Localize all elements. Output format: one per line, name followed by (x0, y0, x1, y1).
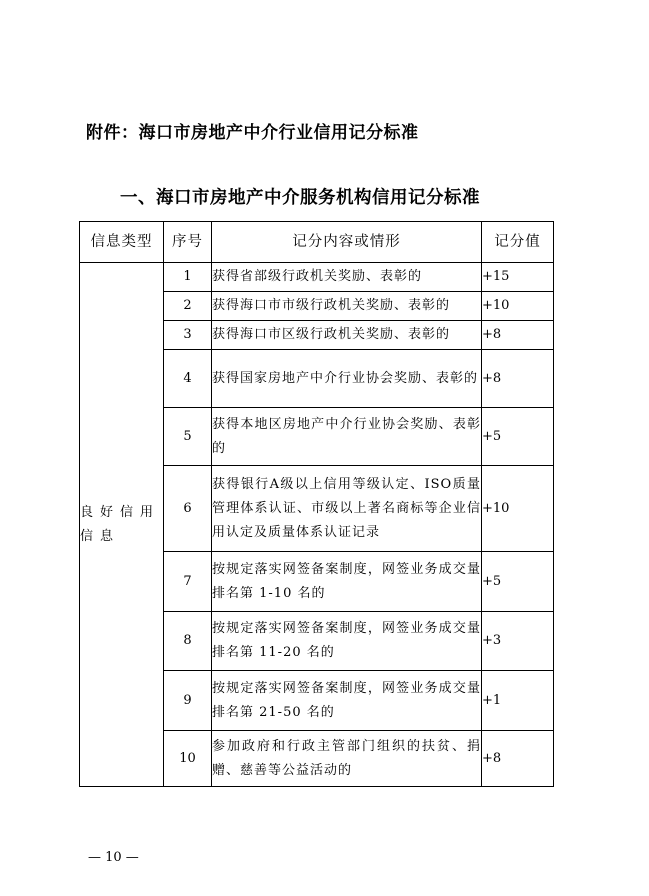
row-number: 5 (164, 408, 212, 466)
row-number: 3 (164, 321, 212, 350)
attachment-title: 附件：海口市房地产中介行业信用记分标准 (86, 123, 419, 143)
row-content: 获得本地区房地产中介行业协会奖励、表彰的 (212, 408, 482, 466)
header-content: 记分内容或情形 (212, 222, 482, 263)
row-score: +1 (482, 671, 554, 731)
header-score: 记分值 (482, 222, 554, 263)
row-content: 获得海口市市级行政机关奖励、表彰的 (212, 292, 482, 321)
row-content: 获得省部级行政机关奖励、表彰的 (212, 263, 482, 292)
row-content: 按规定落实网签备案制度，网签业务成交量排名第 21-50 名的 (212, 671, 482, 731)
row-number: 2 (164, 292, 212, 321)
row-content: 获得银行A级以上信用等级认定、ISO质量管理体系认证、市级以上著名商标等企业信用认定及质量体系认证记录 (212, 466, 482, 552)
row-score: +5 (482, 408, 554, 466)
row-number: 6 (164, 466, 212, 552)
row-content: 按规定落实网签备案制度，网签业务成交量排名第 1-10 名的 (212, 552, 482, 612)
header-number: 序号 (164, 222, 212, 263)
row-score: +3 (482, 612, 554, 671)
row-number: 9 (164, 671, 212, 731)
row-number: 1 (164, 263, 212, 292)
row-score: +8 (482, 321, 554, 350)
row-score: +10 (482, 466, 554, 552)
header-type: 信息类型 (80, 222, 164, 263)
row-number: 10 (164, 731, 212, 787)
credit-score-table (79, 221, 554, 787)
row-number: 7 (164, 552, 212, 612)
row-content: 按规定落实网签备案制度，网签业务成交量排名第 11-20 名的 (212, 612, 482, 671)
row-content: 获得海口市区级行政机关奖励、表彰的 (212, 321, 482, 350)
row-score: +5 (482, 552, 554, 612)
row-score: +15 (482, 263, 554, 292)
row-content: 参加政府和行政主管部门组织的扶贫、捐赠、慈善等公益活动的 (212, 731, 482, 787)
row-score: +10 (482, 292, 554, 321)
category-cell: 良好信用信息 (80, 263, 164, 787)
row-content: 获得国家房地产中介行业协会奖励、表彰的 (212, 350, 482, 408)
row-score: +8 (482, 731, 554, 787)
row-number: 4 (164, 350, 212, 408)
row-score: +8 (482, 350, 554, 408)
table-row (80, 263, 554, 292)
row-number: 8 (164, 612, 212, 671)
page-number: — 10 — (88, 850, 139, 865)
table-header-row (80, 222, 554, 263)
section-title: 一、海口市房地产中介服务机构信用记分标准 (120, 188, 480, 208)
